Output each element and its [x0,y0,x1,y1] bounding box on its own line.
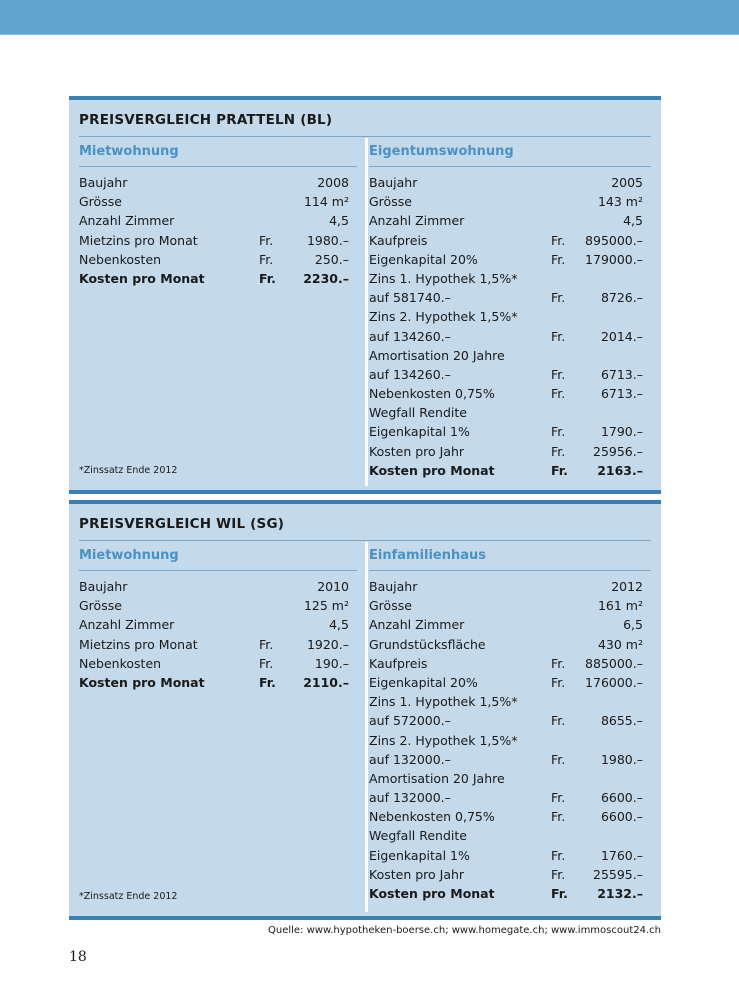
row-label: Amortisation 20 Jahre [369,770,505,786]
table-row [369,365,651,384]
row-value: 143 m² [597,194,643,210]
row-label: Anzahl Zimmer [79,213,175,229]
row-value: 2163.– [597,462,643,478]
table-row [79,192,357,211]
row-label: Nebenkosten 0,75% [369,809,495,825]
table-row [369,442,651,461]
row-value: 2110.– [303,674,349,690]
total-row [369,461,651,480]
header-bar [0,0,739,35]
table-row [369,692,651,711]
row-label: Grösse [79,194,122,210]
row-currency: Fr. [551,290,566,306]
table-row [79,231,357,250]
table-row [369,422,651,441]
column-mietwohnung [79,138,357,490]
table-row [369,288,651,307]
table-row [369,192,651,211]
row-value: 2014.– [600,328,643,344]
row-label: Wegfall Rendite [369,405,467,421]
row-value: 4,5 [623,213,643,229]
table-row [79,211,357,230]
row-label: Kaufpreis [369,232,428,248]
row-label: auf 572000.– [369,713,451,729]
row-value: 25956.– [593,443,643,459]
row-value: 6713.– [600,386,643,402]
row-label: auf 132000.– [369,790,451,806]
table-row [369,250,651,269]
row-label: Grösse [79,598,122,614]
row-value: 430 m² [597,636,643,652]
row-value: 1790.– [600,424,643,440]
row-value: 2008 [317,175,349,190]
table-row [369,269,651,288]
row-currency: Fr. [551,655,566,671]
column-divider [365,542,368,912]
row-currency: Fr. [551,424,566,440]
row-label: Eigenkapital 1% [369,424,470,440]
column-einfamilienhaus [369,542,651,916]
column-heading: Mietwohnung [79,138,357,167]
row-label: Zins 1. Hypothek 1,5%* [369,270,518,286]
row-currency: Fr. [259,636,274,652]
row-value: 190.– [314,655,349,671]
row-value: 1760.– [600,847,643,863]
row-label: Baujahr [79,579,128,594]
row-value: 176000.– [585,674,643,690]
total-row [79,269,357,288]
row-label: Eigenkapital 20% [369,251,478,267]
table-row [79,654,357,673]
table-row [369,384,651,403]
row-label: Anzahl Zimmer [369,617,465,633]
row-value: 8726.– [600,290,643,306]
row-value: 179000.– [585,251,643,267]
column-mietwohnung [79,542,357,916]
table-row [79,615,357,634]
row-value: 6600.– [600,790,643,806]
row-value: 25595.– [593,866,643,882]
table-row [79,250,357,269]
table-row [369,173,651,192]
row-label: Mietzins pro Monat [79,232,198,248]
total-row [369,884,651,903]
row-currency: Fr. [551,713,566,729]
row-label: Nebenkosten [79,655,162,671]
row-label: Zins 2. Hypothek 1,5%* [369,309,518,325]
row-value: 8655.– [600,713,643,729]
row-currency: Fr. [259,232,274,248]
row-value: 161 m² [597,598,643,614]
table-pratteln [69,96,661,494]
row-value: 4,5 [329,617,349,633]
total-row [79,673,357,692]
row-label: Baujahr [79,175,128,190]
table-row [79,596,357,615]
table-row [369,731,651,750]
row-currency: Fr. [551,847,566,863]
table-row [79,173,357,192]
row-value: 125 m² [303,598,349,614]
row-currency: Fr. [259,251,274,267]
row-value: 1980.– [306,232,349,248]
table-row [79,577,357,596]
row-value: 2012 [611,579,643,594]
row-value: 4,5 [329,213,349,229]
row-label: Kosten pro Monat [369,462,495,478]
table-row [369,615,651,634]
column-heading: Einfamilienhaus [369,542,651,571]
column-heading: Eigentumswohnung [369,138,651,167]
row-value: 1980.– [600,751,643,767]
table-row [369,635,651,654]
row-label: Eigenkapital 20% [369,674,478,690]
footnote: *Zinssatz Ende 2012 [79,891,178,902]
row-label: auf 134260.– [369,366,451,382]
row-currency: Fr. [551,328,566,344]
row-value: 6713.– [600,366,643,382]
row-value: 6600.– [600,809,643,825]
table-row [369,711,651,730]
table-row [369,596,651,615]
table-title: PREISVERGLEICH PRATTELN (BL) [79,112,651,137]
table-row [369,577,651,596]
row-currency: Fr. [551,751,566,767]
row-label: Grösse [369,194,412,210]
row-currency: Fr. [551,366,566,382]
column-eigentumswohnung [369,138,651,490]
row-label: Kosten pro Jahr [369,866,465,882]
row-currency: Fr. [551,386,566,402]
row-label: auf 134260.– [369,328,451,344]
table-row [369,327,651,346]
row-label: Kosten pro Monat [79,674,205,690]
row-label: Zins 1. Hypothek 1,5%* [369,694,518,710]
row-value: 114 m² [303,194,349,210]
row-value: 1920.– [306,636,349,652]
row-value: 2132.– [597,886,643,901]
page-number: 18 [69,949,87,965]
source-note: Quelle: www.hypotheken-boerse.ch; www.homegate.ch; www.immoscout24.ch [268,925,661,936]
table-row [369,826,651,845]
row-label: Grösse [369,598,412,614]
table-row [369,654,651,673]
table-row [369,403,651,422]
row-label: auf 581740.– [369,290,451,306]
row-value: 250.– [314,251,349,267]
row-currency: Fr. [551,462,568,478]
row-label: Kosten pro Monat [369,886,495,901]
row-currency: Fr. [551,809,566,825]
row-label: Eigenkapital 1% [369,847,470,863]
row-label: Nebenkosten [79,251,162,267]
column-heading: Mietwohnung [79,542,357,571]
row-label: Kaufpreis [369,655,428,671]
row-value: 885000.– [585,655,643,671]
table-row [369,346,651,365]
row-currency: Fr. [259,655,274,671]
row-currency: Fr. [551,790,566,806]
row-value: 2230.– [303,270,349,286]
row-value: 6,5 [623,617,643,633]
table-row [369,673,651,692]
row-currency: Fr. [551,232,566,248]
table-title: PREISVERGLEICH WIL (SG) [79,516,651,541]
table-row [369,788,651,807]
table-row [369,750,651,769]
table-row [79,635,357,654]
row-currency: Fr. [551,674,566,690]
row-currency: Fr. [551,443,566,459]
table-row [369,307,651,326]
row-label: Nebenkosten 0,75% [369,386,495,402]
row-label: Wegfall Rendite [369,828,467,844]
table-row [369,807,651,826]
row-label: Grundstücksfläche [369,636,486,652]
row-label: Kosten pro Jahr [369,443,465,459]
table-row [369,846,651,865]
row-label: Zins 2. Hypothek 1,5%* [369,732,518,748]
row-label: Anzahl Zimmer [79,617,175,633]
row-value: 2005 [611,175,643,190]
row-label: Mietzins pro Monat [79,636,198,652]
row-label: Anzahl Zimmer [369,213,465,229]
row-label: Kosten pro Monat [79,270,205,286]
table-row [369,231,651,250]
row-value: 2010 [317,579,349,594]
table-row [369,211,651,230]
row-label: Baujahr [369,175,418,190]
footnote: *Zinssatz Ende 2012 [79,465,178,476]
row-label: auf 132000.– [369,751,451,767]
row-currency: Fr. [259,674,276,690]
row-currency: Fr. [551,886,568,901]
row-currency: Fr. [259,270,276,286]
table-wil [69,500,661,920]
row-value: 895000.– [585,232,643,248]
table-row [369,865,651,884]
row-currency: Fr. [551,251,566,267]
table-row [369,769,651,788]
row-currency: Fr. [551,866,566,882]
row-label: Amortisation 20 Jahre [369,347,505,363]
column-divider [365,138,368,486]
row-label: Baujahr [369,579,418,594]
